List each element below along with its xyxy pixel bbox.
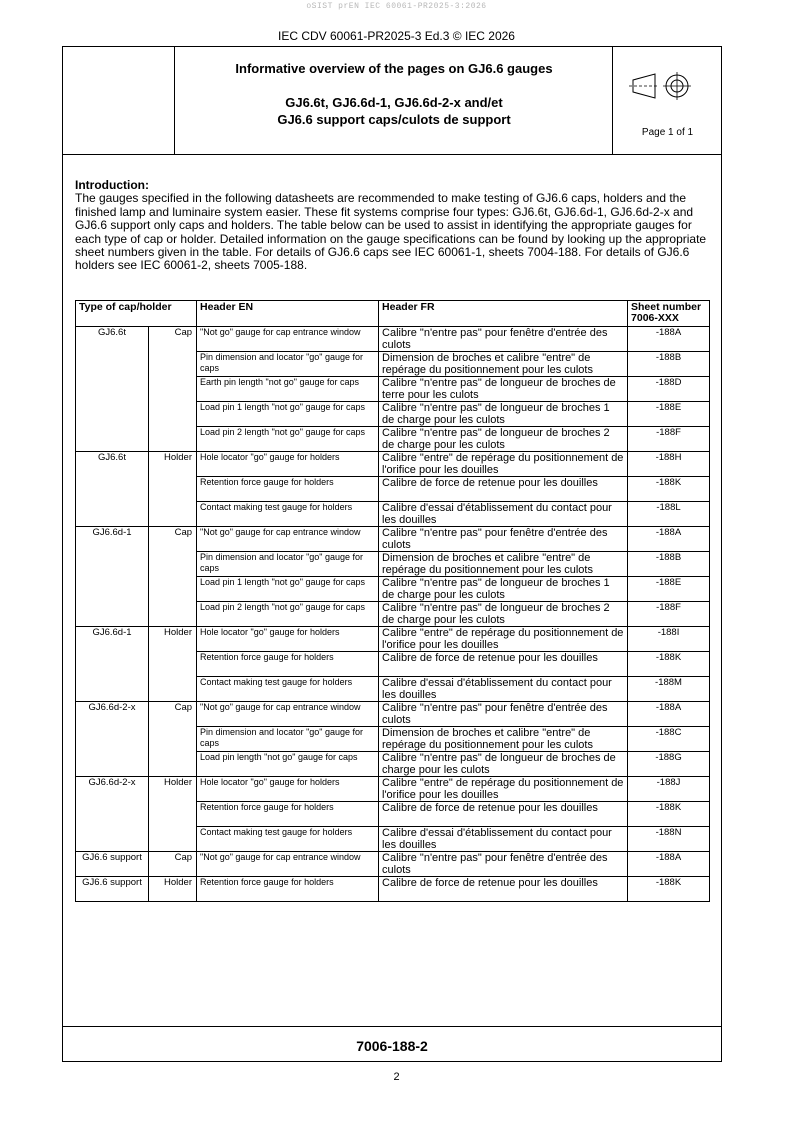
type-cell [76, 827, 149, 852]
type-cell [76, 552, 149, 577]
header-fr-cell: Dimension de broches et calibre "entre" de repérage du positionnement pour les culots [379, 727, 628, 752]
type-cell [76, 352, 149, 377]
table-row [76, 402, 710, 427]
header-fr-cell: Calibre d'essai d'établissement du contact pour les douilles [379, 677, 628, 702]
header-fr-cell: Calibre "n'entre pas" de longueur de broches 1 de charge pour les culots [379, 402, 628, 427]
column-header-sheet: Sheet number 7006-XXX [628, 301, 710, 327]
sheet-number-cell: -188C [628, 727, 710, 752]
header-fr-cell: Calibre de force de retenue pour les douilles [379, 652, 628, 677]
sheet-number-cell: -188A [628, 527, 710, 552]
header-en-cell: Load pin 2 length "not go" gauge for caps [197, 427, 379, 452]
kind-cell [149, 652, 197, 677]
type-cell [76, 402, 149, 427]
header-en-cell: Load pin 1 length "not go" gauge for caps [197, 577, 379, 602]
header-en-cell: Hole locator "go" gauge for holders [197, 627, 379, 652]
header-en-cell: "Not go" gauge for cap entrance window [197, 852, 379, 877]
sheet-number-cell: -188B [628, 552, 710, 577]
header-en-cell: Earth pin length "not go" gauge for caps [197, 377, 379, 402]
column-header-en: Header EN [197, 301, 379, 327]
header-fr-cell: Calibre d'essai d'établissement du contact pour les douilles [379, 502, 628, 527]
header-en-cell: "Not go" gauge for cap entrance window [197, 327, 379, 352]
sheet-number-cell: -188B [628, 352, 710, 377]
header-fr-cell: Dimension de broches et calibre "entre" de repérage du positionnement pour les culots [379, 552, 628, 577]
header-right-cell [612, 47, 721, 154]
type-cell [76, 652, 149, 677]
header-fr-cell: Calibre "n'entre pas" de longueur de broches 2 de charge pour les culots [379, 427, 628, 452]
kind-cell [149, 827, 197, 852]
sheet-number-cell: -188F [628, 602, 710, 627]
table-row [76, 802, 710, 827]
sheet-number-cell: -188I [628, 627, 710, 652]
type-cell [76, 377, 149, 402]
kind-cell: Holder [149, 877, 197, 902]
watermark: oSIST prEN IEC 60061-PR2025-3:2026 [306, 2, 487, 11]
header-en-cell: Load pin length "not go" gauge for caps [197, 752, 379, 777]
sheet-number-cell: -188H [628, 452, 710, 477]
introduction-heading: Introduction: [75, 178, 149, 192]
type-cell: GJ6.6 support [76, 852, 149, 877]
header-fr-cell: Calibre "entre" de repérage du positionnement de l'orifice pour les douilles [379, 452, 628, 477]
table-row [76, 552, 710, 577]
column-header-fr: Header FR [379, 301, 628, 327]
type-cell [76, 427, 149, 452]
type-cell [76, 602, 149, 627]
header-en-cell: Contact making test gauge for holders [197, 827, 379, 852]
table-header-row [76, 301, 710, 327]
header-en-cell: "Not go" gauge for cap entrance window [197, 702, 379, 727]
table-row [76, 577, 710, 602]
table-row [76, 327, 710, 352]
kind-cell: Cap [149, 327, 197, 352]
header-fr-cell: Calibre "n'entre pas" pour fenêtre d'entrée des culots [379, 527, 628, 552]
kind-cell: Cap [149, 702, 197, 727]
header-fr-cell: Calibre de force de retenue pour les douilles [379, 802, 628, 827]
header-en-cell: "Not go" gauge for cap entrance window [197, 527, 379, 552]
introduction-text: The gauges specified in the following datasheets are recommended to make testing of GJ6.6 caps, holders and the finished lamp and luminaire system easier. These fit systems comprise four types: GJ6.6t, GJ6.6d-1, GJ6.6d-2-x and GJ6.6 support only caps and holders. The table below can be used to assist in identifying the appropriate gauges for each type of cap or holder. Detailed information on the gauge specifications can be found by looking up the appropriate sheet numbers given in the table. For details of GJ6.6 caps see IEC 60061-1, sheets 7004-188. For details of GJ6.6 holders see IEC 60061-2, sheets 7005-188. [75, 191, 707, 273]
kind-cell [149, 752, 197, 777]
header-en-cell: Pin dimension and locator "go" gauge for caps [197, 552, 379, 577]
header-fr-cell: Calibre de force de retenue pour les douilles [379, 877, 628, 902]
header-en-cell: Retention force gauge for holders [197, 652, 379, 677]
table-row [76, 477, 710, 502]
header-fr-cell: Calibre d'essai d'établissement du contact pour les douilles [379, 827, 628, 852]
sheet-number-cell: -188N [628, 827, 710, 852]
header-en-cell: Hole locator "go" gauge for holders [197, 452, 379, 477]
kind-cell: Holder [149, 452, 197, 477]
kind-cell [149, 427, 197, 452]
table-row [76, 352, 710, 377]
kind-cell: Holder [149, 777, 197, 802]
kind-cell: Cap [149, 527, 197, 552]
sheet-number-cell: -188G [628, 752, 710, 777]
kind-cell [149, 577, 197, 602]
sheet-identifier: 7006-188-2 [356, 1038, 428, 1054]
header-fr-cell: Calibre "n'entre pas" de longueur de broches de terre pour les culots [379, 377, 628, 402]
page-number: 2 [393, 1071, 400, 1083]
table-body [76, 327, 710, 902]
header-left-cell [63, 47, 175, 154]
header-en-cell: Load pin 2 length "not go" gauge for caps [197, 602, 379, 627]
type-cell: GJ6.6t [76, 452, 149, 477]
header-fr-cell: Dimension de broches et calibre "entre" de repérage du positionnement pour les culots [379, 352, 628, 377]
table-row [76, 627, 710, 652]
header-en-cell: Load pin 1 length "not go" gauge for caps [197, 402, 379, 427]
table-row [76, 452, 710, 477]
header-en-cell: Pin dimension and locator "go" gauge for caps [197, 352, 379, 377]
document-reference: IEC CDV 60061-PR2025-3 Ed.3 © IEC 2026 [278, 29, 515, 43]
type-cell: GJ6.6 support [76, 877, 149, 902]
kind-cell [149, 377, 197, 402]
sheet-number-cell: -188A [628, 852, 710, 877]
type-cell [76, 502, 149, 527]
kind-cell [149, 552, 197, 577]
footer-divider [63, 1026, 721, 1027]
datasheet-subtitle-line2: GJ6.6 support caps/culots de support [277, 112, 511, 127]
header-fr-cell: Calibre "n'entre pas" pour fenêtre d'entrée des culots [379, 852, 628, 877]
table-row [76, 502, 710, 527]
header-fr-cell: Calibre "n'entre pas" de longueur de broches 1 de charge pour les culots [379, 577, 628, 602]
header-fr-cell: Calibre "n'entre pas" pour fenêtre d'entrée des culots [379, 327, 628, 352]
kind-cell [149, 602, 197, 627]
sheet-number-cell: -188K [628, 877, 710, 902]
sheet-number-cell: -188K [628, 802, 710, 827]
kind-cell: Holder [149, 627, 197, 652]
table-row [76, 752, 710, 777]
table-row [76, 852, 710, 877]
datasheet-header [63, 47, 721, 155]
type-cell [76, 752, 149, 777]
datasheet-frame [62, 46, 722, 1062]
sheet-number-cell: -188K [628, 477, 710, 502]
sheet-number-cell: -188L [628, 502, 710, 527]
type-cell: GJ6.6d-1 [76, 527, 149, 552]
sheet-number-cell: -188F [628, 427, 710, 452]
header-en-cell: Hole locator "go" gauge for holders [197, 777, 379, 802]
type-cell [76, 802, 149, 827]
header-fr-cell: Calibre "entre" de repérage du positionnement de l'orifice pour les douilles [379, 777, 628, 802]
datasheet-title: Informative overview of the pages on GJ6.6 gauges [235, 61, 553, 76]
introduction-section [75, 179, 721, 273]
table-row [76, 877, 710, 902]
sheet-number-cell: -188K [628, 652, 710, 677]
header-en-cell: Contact making test gauge for holders [197, 502, 379, 527]
type-cell [76, 477, 149, 502]
sheet-number-cell: -188D [628, 377, 710, 402]
type-cell: GJ6.6d-2-x [76, 702, 149, 727]
kind-cell [149, 802, 197, 827]
kind-cell [149, 677, 197, 702]
type-cell: GJ6.6d-1 [76, 627, 149, 652]
table-row [76, 527, 710, 552]
first-angle-projection-icon [627, 67, 707, 107]
header-fr-cell: Calibre "entre" de repérage du positionnement de l'orifice pour les douilles [379, 627, 628, 652]
kind-cell [149, 352, 197, 377]
type-cell: GJ6.6d-2-x [76, 777, 149, 802]
table-row [76, 602, 710, 627]
table-row [76, 652, 710, 677]
header-fr-cell: Calibre de force de retenue pour les douilles [379, 477, 628, 502]
table-row [76, 427, 710, 452]
column-header-type: Type of cap/holder [76, 301, 197, 327]
sheet-number-cell: -188E [628, 577, 710, 602]
header-en-cell: Contact making test gauge for holders [197, 677, 379, 702]
sheet-number-cell: -188A [628, 702, 710, 727]
kind-cell [149, 477, 197, 502]
kind-cell [149, 402, 197, 427]
datasheet-subtitle-line1: GJ6.6t, GJ6.6d-1, GJ6.6d-2-x and/et [285, 95, 503, 110]
gauge-table [75, 300, 710, 902]
table-row [76, 777, 710, 802]
table-row [76, 702, 710, 727]
header-en-cell: Retention force gauge for holders [197, 877, 379, 902]
sheet-number-cell: -188E [628, 402, 710, 427]
table-row [76, 827, 710, 852]
sheet-number-cell: -188M [628, 677, 710, 702]
type-cell [76, 677, 149, 702]
table-row [76, 727, 710, 752]
kind-cell: Cap [149, 852, 197, 877]
kind-cell [149, 502, 197, 527]
header-fr-cell: Calibre "n'entre pas" pour fenêtre d'entrée des culots [379, 702, 628, 727]
header-en-cell: Retention force gauge for holders [197, 477, 379, 502]
header-fr-cell: Calibre "n'entre pas" de longueur de broches 2 de charge pour les culots [379, 602, 628, 627]
type-cell: GJ6.6t [76, 327, 149, 352]
header-en-cell: Retention force gauge for holders [197, 802, 379, 827]
type-cell [76, 577, 149, 602]
table-row [76, 677, 710, 702]
header-en-cell: Pin dimension and locator "go" gauge for caps [197, 727, 379, 752]
sheet-number-cell: -188J [628, 777, 710, 802]
page-label: Page 1 of 1 [641, 127, 694, 138]
sheet-number-cell: -188A [628, 327, 710, 352]
type-cell [76, 727, 149, 752]
kind-cell [149, 727, 197, 752]
header-fr-cell: Calibre "n'entre pas" de longueur de broches de charge pour les culots [379, 752, 628, 777]
table-row [76, 377, 710, 402]
